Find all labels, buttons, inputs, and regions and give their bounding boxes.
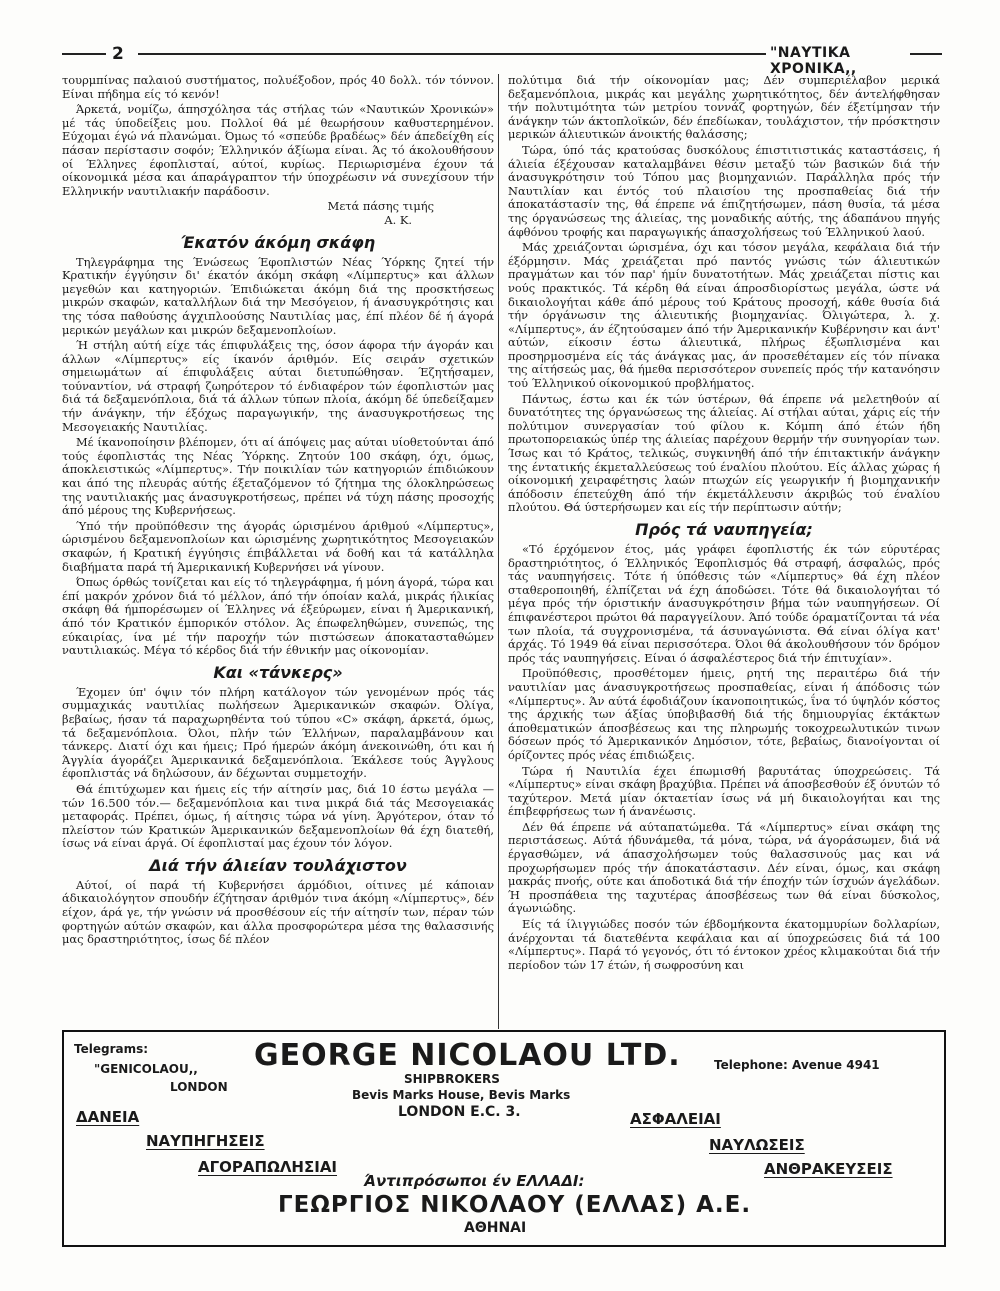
paragraph: Τώρα, ύπό τάς κρατούσας δυσκόλους έπιστιτιστικάς καταστάσεις, ή άλιεία έξέχουσαν καταλαμβάνει θέσιν μεταξύ τών βασικών διά τήν άνασυγκρότησιν τού Τόπου μας βιομηχανιών. Παράλληλα πρός τήν Ναυτιλίαν και έντός τού πλαισίου της προσπαθείας διά τήν άποκατάστασίν της, θά έπρεπε νά έπιζητήσωμεν, πάση θυσία, τά μέσα της όργανώσεως της άλιείας, της μοναδικής αύτής, της άδαπάνου πηγής άφθόνου τροφής και παραγωγικής άπασχολήσεως τού Έλληνικού λαού. [508,142,940,239]
paragraph: τουρμπίνας παλαιού συστήματος, πολυέξοδον, πρός 40 δολλ. τόν τόννον. Είναι πήδημα είς τό κενόν! [62,74,494,101]
greek-firm-name: ΓΕΩΡΓΙΟΣ ΝΙΚΟΛΑΟΥ (ΕΛΛΑΣ) Α.Ε. [278,1192,752,1218]
paragraph: Όπως όρθώς τονίζεται και είς τό τηλεγράφημα, ή μόνη άγορά, τώρα και έπί μακρόν χρόνον διά τό μέλλον, άπό τήν όποίαν καλά, μικράς ήλικίας σκάφη θά ήμπορέσωμεν οί Έλληνες νά έξεύρωμεν, είναι ή Άμερικανική, άπό τόν Κρατικόν έμπορικόν στόλον. Άς έπωφεληθώμεν, συνεπώς, της εύκαιρίας, ίνα μέ τήν παροχήν τών πιστώσεων άποκατασταθώμεν ναυτιλιακώς. Μέγα τό κέρδος διά τήν έθνικήν μας οίκονομίαν. [62,575,494,658]
section-heading: Και «τάνκερς» [213,662,343,682]
shipbrokers-label: SHIPBROKERS [404,1072,500,1086]
paragraph: Τώρα ή Ναυτιλία έχει έπωμισθή βαρυτάτας ύποχρεώσεις. Τά «Λίμπερτυς» είναι σκάφη βραχύβια. Πρέπει νά άποσβεσθούν έξ όνυτών τό ταχύτερον. Μετά μίαν όκταετίαν ίσως νά μή δικαιολογήται και της έπιβεφρήσεως των ή άνανέωσις. [508,763,940,819]
page-number: 2 [112,44,124,64]
section-heading: Πρός τά ναυπηγεία; [635,520,813,539]
signature-greeting: Μετά πάσης τιμής [327,199,434,214]
header-rule [62,53,106,55]
paragraph: πολύτιμα διά τήν οίκονομίαν μας; Δέν συμπεριέλαβον μερικά δεξαμενόπλοια, μικράς και μεγάλης χωρητικότητος, δέν άντελήφθησαν τήν πολυτιμότητα τών μετρίου τοννάζ φορτηγών, δέν έξετίμησαν τήν άνάγκην τών άκτοπλοϊκών, δέν έπεδίωκαν, τουλάχιστον, τήν πρόσκτησιν μερικών άλιευτικών άνοικτής θαλάσσης; [508,74,940,142]
company-city: LONDON E.C. 3. [398,1104,521,1120]
company-name: GEORGE NICOLAOU LTD. [254,1038,681,1073]
paragraph: Έχομεν ύπ' όψιν τόν πλήρη κατάλογον τών γενομένων πρός τάς συμμαχικάς ναυτιλίας πωλήσεων Άμερικανικών σκαφών. Όλίγα, βεβαίως, ήσαν τά παραχωρηθέντα τού τύπου «C» σκάφη, άρκετά, όμως, τά δεξαμενόπλοια. Όλοι, πλήν τών Έλλήνων, παραλαμβάνουν και τάνκερς. Διατί όχι και ήμεις; Πρό ήμερών άκόμη άνεκοινώθη, ότι και ή Άγγλία άγοράζει Άμερικανικά δεξαμενόπλοια. Έκάλεσε τούς Άγγλους έφοπλιστάς νά δηλώσουν, άν δέχωνται συμμετοχήν. [62,684,494,781]
paragraph: Πάντως, έστω και έκ τών ύστέρων, θά έπρεπε νά μελετηθούν αί δυνατότητες της όργανώσεως της άλιείας. Αί στήλαι αύται, χάρις είς τήν πολύτιμον συνεργασίαν τού φίλου κ. Κόμπη άπό έτών ήδη πρωτοπορειακώς ύπέρ της άλιείας παρέχουν θερμήν τήν συνηγορίαν των. Ίσως και τό Κράτος, τελικώς, συγκινηθή άπό τήν έπιτακτικήν άνάγκην της έντατικής έκμεταλλεύσεως τού έναλίου πλούτου. Είς άλλας χώρας ή οίκονομική χειραφέτησις λαών πτωχών είς γεωργικήν ή βιομηχανικήν άπόδοσιν έπετεύχθη άπό τήν έκμετάλλευσιν άκριβώς τού έναλίου πλούτου. Θά ύστερήσωμεν και είς τήν περίπτωσιν αύτήν; [508,391,940,515]
service-insurance: ΑΣΦΑΛΕΙΑΙ [630,1110,721,1128]
service-shipbuilding: ΝΑΥΠΗΓΗΣΕΙΣ [146,1132,265,1150]
paragraph: Προϋπόθεσις, προσθέτομεν ήμεις, ρητή της περαιτέρω διά τήν ναυτιλίαν μας άνασυγκροτήσεως προσπαθείας, είναι ή άπόδοσις τών «Λίμπερτυς». Άν αύτά έφοδιάζουν ίκανοποιητικώς, ΐνα τό ύψηλόν κόστος της άρχικής των άξίας ύποβιβασθή διά τής δημιουργίας έκτάκτων άποθεματικών άποσβέσεως και της πληρωμής τοκοχρεωλυτικών τινων δόσεων πρός τό Άμερικανικόν Δημόσιον, τότε, βεβαίως, διανοίγονται οί όρίζοντες πρός νέας έπιδιώξεις. [508,666,940,762]
paragraph: Θά έπιτύχωμεν και ήμεις είς τήν αίτησίν μας, διά 10 έστω μεγάλα —τών 16.500 τόν.— δεξαμενόπλοια και τινα μικρά διά τάς Μεσογειακάς μεταφοράς. Πρέπει, όμως, ή αίτησις τώρα νά γίνη. Άργότερον, όταν τό πλείστον τών Κρατικών Άμερικανικών δεξαμενοπλοίων θά έχη διατεθή, ίσως νά είναι άργά. Οί έφοπλισταί μας έχουν τόν λόγον. [62,781,494,851]
section-heading: Έκατόν άκόμη σκάφη [180,232,376,252]
greek-firm-city: ΑΘΗΝΑΙ [464,1220,527,1236]
paragraph: Μέ ίκανοποίησιν βλέπομεν, ότι αί άπόψεις μας αύται υίοθετούνται άπό τούς έφοπλιστάς της Νέας Ύόρκης. Ζητούν 100 σκάφη, όχι, όμως, άποκλειστικώς «Λίμπερτυς». Τήν ποικιλίαν τών κατηγοριών έπιδιώκουν και άπό της πλευράς αύτής έξεταζόμενον τό ζήτημα της όλοκληρώσεως της ναυτιλιακής μας άνασυγκροτήσεως, πρέπει νά τύχη πάσης προσοχής άπό μέρους της Κυβερνήσεως. [62,435,494,518]
telegrams-label: Telegrams: [74,1042,149,1056]
paragraph: Ή στήλη αύτή είχε τάς έπιφυλάξεις της, όσον άφορα τήν άγοράν και άλλων «Λίμπερτυς» είς ίκανόν άριθμόν. Είς σειράν σχετικών σημειωμάτων αί έπιφυλάξεις αύται διετυπώθησαν. Έζητήσαμεν, τούναντίον, νά στραφή ζωηρότερον τό ένδιαφέρον τών έφοπλιστών μας διά τά δεξαμενόπλοια, διά τά άλλων τύπων πλοία, άκόμη δέ ύπεδείξαμεν τήν άνάγκην, τήν έξόχως παραγωγικήν, της άνασυγκροτήσεως της Μεσογειακής Ναυτιλίας. [62,338,494,434]
paragraph: Είς τά ίλιγγιώδες ποσόν τών έβδομήκοντα έκατομμυρίων δολλαρίων, άνέρχονται τά διατεθέντα κεφάλαια και αί ύποχρεώσεις διά τά 100 «Λίμπερτυς». Παρά τό γεγονός, ότι τό έντοκον χρέος κλιμακούται διά τήν περίοδον τών 17 έτών, ή σωφροσύνη και [508,917,940,972]
signature-initials: Α. Κ. [384,212,412,227]
paragraph: Ύπό τήν προϋπόθεσιν της άγοράς ώρισμένου άριθμού «Λίμπερτυς», ώρισμένου δεξαμενοπλοίων και ώρισμένης χωρητικότητος Μεσογειακών σκαφών, ή Κρατική έγγύησις έπιβάλλεται νά δοθή και τά κατάλληλα διαβήματα παρά τή Άμερικανική Κυβερνήσει νά γίνουν. [62,518,494,574]
service-chartering: ΝΑΥΛΩΣΕΙΣ [709,1136,805,1154]
service-loans: ΔΑΝΕΙΑ [76,1108,140,1126]
header-rule [138,53,766,55]
representatives-label: Άντιπρόσωποι έν ΕΛΛΑΔΙ: [364,1172,585,1190]
paragraph: Τηλεγράφημα της Ένώσεως Έφοπλιστών Νέας Ύόρκης ζητεί τήν Κρατικήν έγγύησιν δι' έκατόν άκόμη σκάφη «Λίμπερτυς» και άλλων μεγεθών και κατηγοριών. Έπιδιώκεται άκόμη διά της προσκτήσεως μικρών σκαφών, καταλλήλων διά την Μεσόγειον, ή άνασυγκρότησις και της τόσα παθούσης άγχιπλοούσης Ναυτιλίας μας, έπί πλέον δέ ή άγορά μερικών μεγάλων και μικρών δεξαμενοπλοίων. [62,254,494,337]
paragraph: Δέν θά έπρεπε νά αύταπατώμεθα. Τά «Λίμπερτυς» είναι σκάφη της περιστάσεως. Αύτά ήδυνάμεθα, τά μόνα, τώρα, νά άγοράσωμεν, διά νά έργασθώμεν, νά άπασχολήσωμεν τούς θαλασσινούς μας και νά προχωρήσωμεν πρός τήν άποκατάστασιν. Δέν είναι, όμως, και σκάφη μακράς πνοής, ούτε και άποδοτικά διά τήν έποχήν τών ίσχυών άγελάδων. Ή προσπάθεια της ταχυτέρας άποσβέσεως των θά είναι δύσκολος, άγωνιώδης. [508,819,940,916]
left-column [62,74,494,1024]
section-heading: Διά τήν άλιείαν τουλάχιστον [149,855,407,875]
paragraph: Άρκετά, νομίζω, άπησχόλησα τάς στήλας τών «Ναυτικών Χρονικών» μέ τάς ύποδείξεις μου. Πολλοί θά μέ θεωρήσουν καθυστερημένον. Εύχομαι έγώ νά πλανώμαι. Όμως τό «σπεύδε βραδέως» δέν άπεδείχθη είς πάσαν περίστασιν σοφόν; Έλληνικόν άξίωμα είναι. Άς τό άκολουθήσουν οί Έλληνες έφοπλισταί, αύτοί, κυρίως. Περιωρισμένα έχουν τά οίκονομικά μέσα και άπαράγραπτον τήν ύποχρέωσιν νά συνεχίσουν τήν Ελληνικήν ναυτιλιακήν παράδοσιν. [62,102,494,198]
company-address: Bevis Marks House, Bevis Marks [352,1088,571,1102]
telegrams-city: LONDON [170,1080,228,1094]
telegrams-address: "GENICOLAOU,, [94,1062,198,1076]
page-header [62,44,942,77]
advertisement-box [62,1030,946,1247]
service-bunkering: ΑΝΘΡΑΚΕΥΣΕΙΣ [764,1160,893,1178]
column-divider [498,74,499,1029]
service-sales: ΑΓΟΡΑΠΩΛΗΣΙΑΙ [198,1158,338,1176]
paragraph: «Τό έρχόμενον έτος, μάς γράφει έφοπλιστής έκ τών εύρυτέρας δραστηριότητος, ό Έλληνικός Έφοπλισμός θά στραφή, άσφαλώς, πρός τάς ναυπηγήσεις. Τότε ή ύπόθεσις τών «Λίμπερτυς» θά έχη πλέον σταθεροποιηθή, έλπίζεται νά έχη άποδώσει. Τότε θά δικαιολογήται τό μέγα πρός τήν όριστικήν άνασυγκρότησιν βήμα τών ναυπηγήσεων. Οί έπιφανέστεροι πρώτοι θά παραγγείλουν. Άπό τούδε όραματίζονται τά νέα των πλοία, τά συγχρονισμένα, τά άσυναγώνιστα. Θά είναι όλίγα κατ' άρχάς. Τό 1949 θά είναι περισσότερα. Όλοι θά άκολουθήσουν τόν δρόμον πρός τάς ναυπηγήσεις. Είναι ό άσφαλέστερος διά τήν έπιτυχίαν». [508,542,940,665]
header-rule [910,53,942,55]
paragraph: Μάς χρειάζονται ώρισμένα, όχι και τόσον μεγάλα, κεφάλαια διά τήν έξόρμησιν. Μάς χρειάζεται πρό παντός γνώσις τών άλιευτικών πραγμάτων και τόν παρ' ήμίν δυνατοτήτων. Μάς χρειάζεται πίστις και νούς πρακτικός. Τά κέρδη θά είναι άπροσδιορίστως μεγάλα, ώστε νά δικαιολογήται κάθε άπό μέρους τού Κράτους προσοχή, κάθε θυσία διά τήν όργάνωσιν της άλιευτικής βιομηχανίας. Όλιγώτερα, λ. χ. «Λίμπερτυς», άν έζητούσαμεν άπό τήν Άμερικανικήν Κυβέρνησιν και άντ' αύτών, είκοσιν έστω άλιευτικά, πλήρως έξωπλισμένα και προσηρμοσμένα είς τάς άνάγκας μας, άν προσεθέταμεν είς τόν πίνακα της αίτήσεώς μας, θά ήμεθα περισσότερον συνεπείς πρός τήν κατανόησιν τού Έλληνικού οίκονομικού προβλήματος. [508,240,940,391]
right-column [508,74,940,1024]
publication-title: "ΝΑΥΤΙΚΑ ΧΡΟΝΙΚΑ,, [770,45,857,77]
telephone: Telephone: Avenue 4941 [714,1058,880,1072]
paragraph: Αύτοί, οί παρά τή Κυβερνήσει άρμόδιοι, οίτινες μέ κάποιαν άδικαιολόγητον σπουδήν έζήτησαν άριθμόν τινα άκόμη «Λίμπερτυς», δέν είχον, άρά γε, τήν γνώσιν νά προσθέσουν είς τήν αίτησίν των, πέραν τών φορτηγών αύτών σκαφών, και άλλα προσφορώτερα μέσα της θαλασσινής μας δραστηριότητος, ίσως δέ πλέον [62,877,494,947]
